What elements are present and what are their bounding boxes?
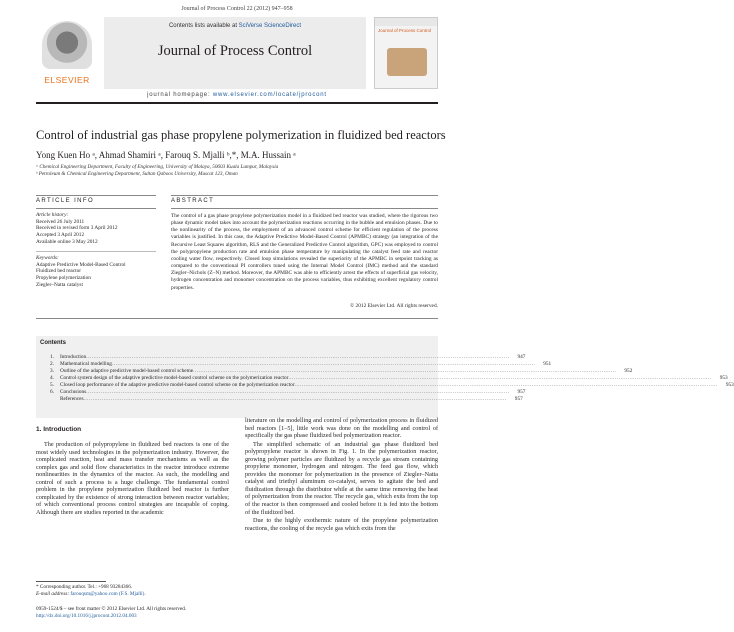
section-heading-introduction: 1. Introduction [36,426,82,433]
abstract-rule-2 [171,208,438,209]
keyword-item: Fluidized bed reactor [36,268,82,275]
corresponding-author: * Corresponding author. Tel.: +968 93284366. [36,584,133,590]
doi-link[interactable]: http://dx.doi.org/10.1016/j.jprocont.2012.04.003 [36,612,137,619]
toc-item-outline[interactable] [50,368,633,375]
toc-page: 953 [725,382,734,388]
toc-label: Conclusions [60,389,87,395]
toc-page: 947 [517,354,526,360]
history-revised: Received in revised form 3 April 2012 [36,225,118,232]
toc-number [50,396,60,403]
abstract-copyright: © 2012 Elsevier Ltd. All rights reserved. [350,303,438,309]
article-title: Control of industrial gas phase propylene polymerization in fluidized bed reactors [36,128,446,142]
cover-band [375,18,437,26]
history-received: Received 26 July 2011 [36,218,85,225]
toc-item-performance[interactable] [50,382,734,389]
toc-page: 952 [624,368,633,374]
keyword-item: Adaptive Predictive Model-Based Control [36,261,126,268]
abstract-bottom-rule [36,318,438,319]
journal-name: Journal of Process Control [157,43,313,59]
toc-label: Outline of the adaptive predictive model-based control scheme [60,368,194,374]
paragraph: The simplified schematic of an industrial gas phase fluidized bed polypropylene reactor is shown in Fig. 1. In the polymerization reactor, growing polymer particles are fluidized by a recycle gas stream containing propylene monomer, hydrogen and nitrogen. The feed gas flow, which provides the monomer for polymerization in the presence of Ziegler–Natta catalyst and triethyl aluminum co-catalyst, serves to agitate the bed and fluidization through the distributor while at the same time removing the heat of polymerization from the reactor. The recycle gas, which exits from the top of the reactor is then compressed and cooled before it is fed into the bottom of the fluidized bed. [245,440,438,516]
issn-block [36,606,256,619]
toc-item-references[interactable] [50,396,523,403]
journal-reference: Journal of Process Control 22 (2012) 947–958 [181,6,293,12]
affiliation-a: ᵃ Chemical Engineering Department, Faculty of Engineering, University of Malaya, 50603 Kuala Lumpur, Malaysia [36,164,279,170]
history-accepted: Accepted 3 April 2012 [36,232,85,239]
keyword-item: Propylene polymerization [36,275,91,282]
info-rule-2 [36,208,156,209]
toc-item-modelling[interactable] [50,361,552,368]
history-online: Available online 3 May 2012 [36,238,98,245]
keywords [36,255,161,289]
toc-label: References [60,396,84,402]
toc-item-design[interactable] [50,375,728,382]
toc-leader: ........................................................................................................................................................................................................................................ [193,368,617,374]
toc-number: 6. [50,389,54,395]
toc-number: 2. [50,361,54,367]
paragraph: Due to the highly exothermic nature of the propylene polymerization reactions, the cooling of the recycle gas which exits from the [245,517,438,532]
toc-leader: ........................................................................................................................................................................................................................................ [111,361,536,367]
toc-number: 3. [50,368,54,374]
article-info-heading: ARTICLE INFO [36,198,95,204]
cover-image [387,48,427,76]
toc-label: Mathematical modelling [60,361,112,367]
footnote [36,584,229,597]
issn-line: 0959-1524/$ – see front matter © 2012 Elsevier Ltd. All rights reserved. [36,606,187,612]
toc-number: 4. [50,375,54,381]
toc-item-introduction[interactable] [50,354,526,361]
email-line [36,591,229,598]
publisher-name: ELSEVIER [44,75,90,85]
info-rule [36,195,156,196]
contents-prefix: Contents lists available at [168,23,239,29]
homepage-line [36,92,438,98]
masthead [36,17,438,89]
homepage-bar [36,91,438,104]
toc-label: Introduction [60,354,87,360]
paragraph: literature on the modelling and control of polymerization process in fluidized bed reactors [1–5], little work was done on the modelling and control of specifically the gas phase fluidized bed polymerization reactor. [245,417,438,440]
paragraph: The production of polypropylene in fluidized bed reactors is one of the most widely used technologies in the polymerization industry. However, the complicated reaction, heat and mass transfer mechanisms as well as the complex gas and solid flow characteristics in the reactor introduce extreme nonlinearities in the dynamics of the reactor. As such, the modelling and control of such a process is a huge challenge. The fundamental control problem in the propylene polymerization fluidized bed reactor is further complicated by the existence of strong interaction between reactor variables; of which conventional process control strategies are incapable of coping. Although there are studies reported in the academic [36,441,229,516]
author-list: Yong Kuen Ho ᵃ, Ahmad Shamiri ᵃ, Farouq S. Mjalli ᵇ,*, M.A. Hussain ᵃ [36,150,296,160]
table-of-contents [36,336,734,418]
sciencedirect-link[interactable]: SciVerse ScienceDirect [238,23,302,29]
publisher-logo[interactable] [36,17,98,89]
toc-label: Closed loop performance of the adaptive predictive model-based control scheme on the polymerization reactor [60,382,295,388]
homepage-prefix: journal homepage: [147,92,213,98]
cover-title: Journal of Process Control [378,28,432,33]
toc-leader: ........................................................................................................................................................................................................................................ [294,382,718,388]
email-link[interactable]: farouqsm@yahoo.com (F.S. Mjalli). [70,590,146,597]
toc-page: 951 [543,361,552,367]
keyword-item: Ziegler–Natta catalyst [36,281,83,288]
abstract-rule [171,195,438,196]
toc-page: 953 [719,375,728,381]
toc-number: 5. [50,382,54,388]
toc-leader: ........................................................................................................................................................................................................................................ [288,375,712,381]
homepage-link[interactable]: www.elsevier.com/locate/jprocont [212,92,327,98]
contents-available-line [104,23,366,29]
toc-label: Control system design of the adaptive predictive model-based control scheme on the polymerization reactor [60,375,289,381]
affiliation-b: ᵇ Petroleum & Chemical Engineering Department, Sultan Qaboos University, Muscat 123, Oman [36,171,238,177]
toc-leader: ........................................................................................................................................................................................................................................ [86,389,510,395]
keywords-rule [36,251,156,252]
toc-page: 957 [514,396,523,402]
body-column-left [36,441,229,517]
abstract-text: The control of a gas phase propylene polymerization model in a fluidized bed reactor was studied, where the rigorous two phase dynamic model takes into account the polymerization reactions occurring in the bubble and emulsion phases. Due to the nonlinearity of the process, the employment of an advanced control scheme for efficient regulation of the process variables is justified. In this case, the Adaptive Predictive Model-Based Control (APMBC) strategy (an integration of the Recursive Least Squares algorithm, RLS and the Generalized Predictive Control algorithm, GPC) was employed to control the polypropylene production rate and emulsion phase temperature by manipulating the catalyst feed rate and reactor cooling water flow, respectively. Closed loop simulations revealed the superiority of the APMBC in setpoint tracking as compared to the conventional PI controllers tuned using the Internal Model Control (IMC) method and the standard Ziegler–Nichols (Z–N) method. Moreover, the APMBC was able to efficiently arrest the effects of superficial gas velocity, hydrogen concentration and monomer concentration on the process variables, thus exhibiting excellent regulatory control properties. [171,213,438,291]
toc-item-conclusions[interactable] [50,389,526,396]
toc-heading: Contents [40,340,66,346]
email-prefix: E-mail address: [36,590,71,597]
body-column-right [245,417,438,533]
footnote-rule [36,581,106,582]
abstract-heading: ABSTRACT [171,198,215,204]
journal-cover [374,17,438,89]
history-heading: Article history: [36,212,69,218]
keywords-heading: Keywords: [36,255,59,261]
toc-number: 1. [50,354,54,360]
toc-leader: ........................................................................................................................................................................................................................................ [86,354,510,360]
toc-page: 957 [517,389,526,395]
article-history [36,212,161,246]
elsevier-tree-icon [42,21,92,69]
toc-leader: ........................................................................................................................................................................................................................................ [83,396,507,402]
masthead-banner [104,17,366,89]
